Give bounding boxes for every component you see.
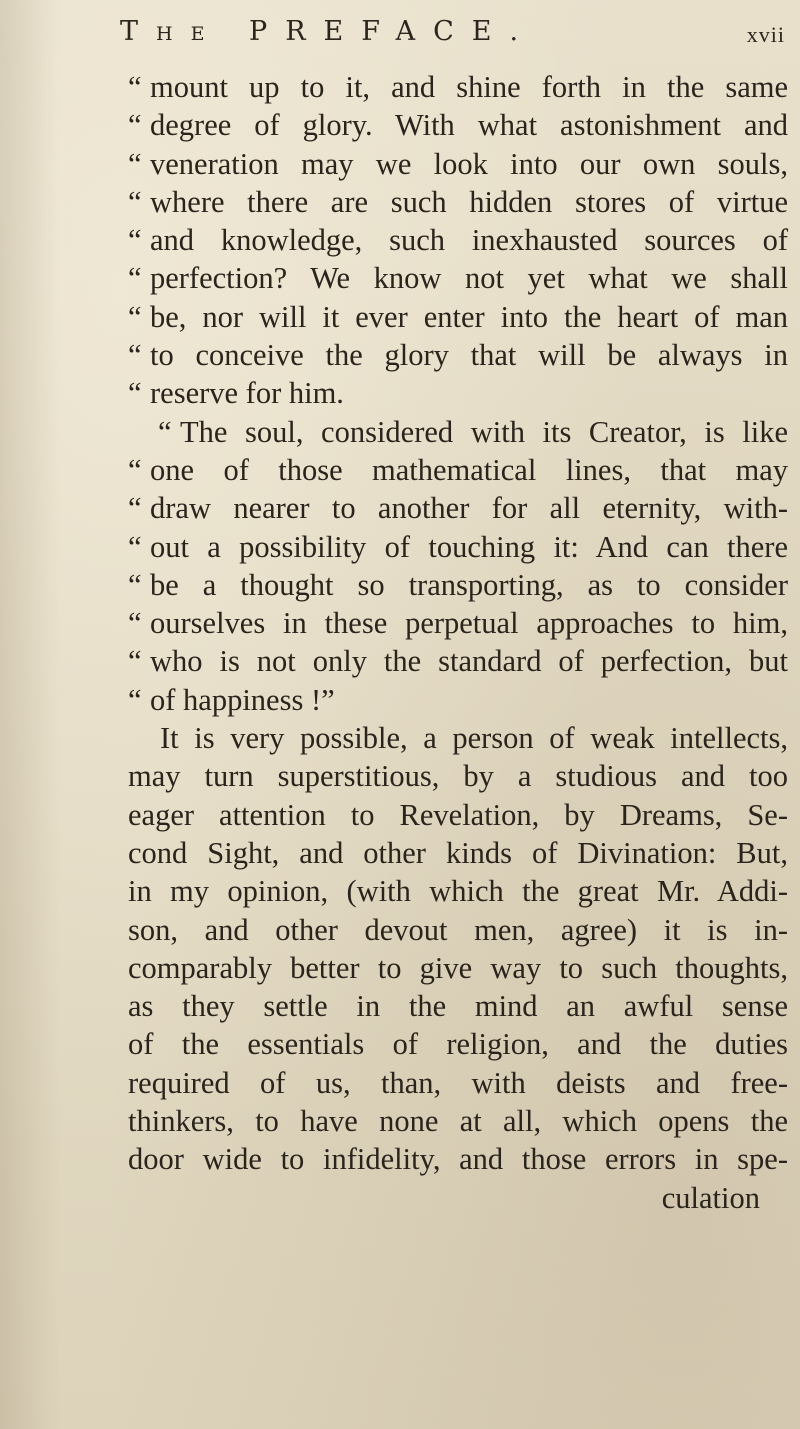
- text-line: “ be, nor will it ever enter into the heart of man: [128, 298, 788, 336]
- text-line: “ where there are such hidden stores of virtue: [128, 183, 788, 221]
- text-line: “ who is not only the standard of perfection, but: [128, 642, 788, 680]
- text-line: “ reserve for him.: [128, 374, 788, 412]
- text-line: comparably better to give way to such thoughts,: [128, 950, 788, 985]
- text-line: “ and knowledge, such inexhausted sources of: [128, 221, 788, 259]
- text-line: “ mount up to it, and shine forth in the same: [128, 68, 788, 106]
- text-line: in my opinion, (with which the great Mr. Addi-: [128, 874, 788, 909]
- text-line: It is very possible, a person of weak intellects,: [160, 721, 788, 756]
- text-line: “ be a thought so transporting, as to consider: [128, 566, 788, 604]
- text-line: “ veneration may we look into our own souls,: [128, 145, 788, 183]
- running-title: The PREFACE.: [120, 16, 537, 47]
- text-line: “ perfection? We know not yet what we shall: [128, 259, 788, 297]
- text-line: “ The soul, considered with its Creator, is like: [128, 413, 788, 451]
- page-number: xvii: [746, 22, 785, 47]
- text-line: “ one of those mathematical lines, that may: [128, 451, 788, 489]
- text-line: son, and other devout men, agree) it is in-: [128, 912, 788, 947]
- text-line: “ ourselves in these perpetual approaches to him,: [128, 604, 788, 642]
- body-text: [128, 68, 788, 1217]
- text-line: “ of happiness !”: [128, 681, 788, 719]
- gutter-shadow: [0, 0, 60, 1429]
- text-line: as they settle in the mind an awful sense: [128, 989, 788, 1024]
- text-line: “ out a possibility of touching it: And can there: [128, 528, 788, 566]
- text-line: required of us, than, with deists and free-: [128, 1065, 788, 1100]
- text-line: “ degree of glory. With what astonishment and: [128, 106, 788, 144]
- text-line: cond Sight, and other kinds of Divination: But,: [128, 835, 788, 870]
- text-line: door wide to infidelity, and those errors in spe-: [128, 1142, 788, 1177]
- text-line: “ to conceive the glory that will be always in: [128, 336, 788, 374]
- text-line: may turn superstitious, by a studious and too: [128, 759, 788, 794]
- text-line: eager attention to Revelation, by Dreams, Se-: [128, 797, 788, 832]
- running-head: [120, 16, 785, 56]
- catchword: culation: [661, 1180, 760, 1215]
- text-line: of the essentials of religion, and the duties: [128, 1027, 788, 1062]
- text-line: thinkers, to have none at all, which opens the: [128, 1104, 788, 1139]
- text-line: “ draw nearer to another for all eternity, with-: [128, 489, 788, 527]
